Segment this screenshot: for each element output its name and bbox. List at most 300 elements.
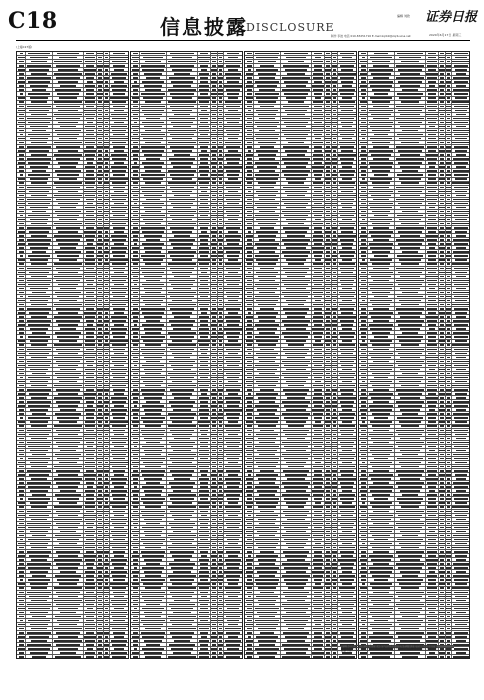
table-cell-text (60, 490, 77, 492)
table-cell-text (370, 543, 392, 545)
table-cell-text (60, 571, 77, 573)
table-cell-text (326, 535, 330, 537)
table-cell-text (287, 397, 305, 399)
table-cell-text (440, 195, 445, 197)
table-cell-text (228, 543, 238, 545)
table-cell-text (455, 381, 467, 383)
table-cell-text (105, 620, 109, 622)
table-cell-text (440, 579, 444, 581)
table-cell-text (55, 454, 81, 456)
table-cell-text (333, 583, 337, 585)
table-cell-text (326, 466, 330, 468)
table-cell-text (325, 259, 330, 261)
table-cell-text (340, 539, 353, 541)
table-cell-text (211, 93, 217, 95)
table-cell-text (114, 636, 124, 638)
table-cell-text (401, 506, 419, 508)
table-cell-text (398, 162, 423, 164)
table-cell-text (132, 555, 139, 557)
table-cell-text (113, 389, 125, 391)
table-cell-text (332, 446, 336, 448)
table-cell-text (373, 320, 390, 322)
table-cell-text (86, 498, 93, 500)
table-cell-text (56, 158, 81, 160)
table-cell-text (200, 632, 208, 634)
table-cell-text (133, 235, 139, 237)
table-cell-text (30, 531, 48, 533)
table-cell-text (170, 187, 195, 189)
table-cell-text (219, 462, 222, 464)
table-cell-text (332, 527, 336, 529)
table-cell-text (141, 255, 165, 257)
table-cell-text (361, 575, 367, 577)
table-cell-text (219, 466, 222, 468)
table-cell-text (374, 93, 388, 95)
table-cell-text (104, 170, 109, 172)
table-cell-text (212, 130, 216, 132)
table-cell-text (59, 300, 77, 302)
table-cell-text (87, 608, 94, 610)
table-cell-text (247, 498, 251, 500)
table-cell-text (141, 511, 166, 513)
table-cell-text (85, 101, 94, 103)
table-cell-text (199, 413, 208, 415)
table-cell-text (104, 227, 108, 229)
table-cell-text (105, 353, 108, 355)
table-cell-text (246, 381, 253, 383)
table-cell-text (361, 146, 366, 148)
table-cell-text (172, 191, 193, 193)
table-cell-text (314, 579, 322, 581)
table-cell-text (32, 616, 46, 618)
table-cell-text (212, 332, 216, 334)
table-cell-text (339, 506, 355, 508)
table-cell-text (146, 644, 160, 646)
table-cell-text (85, 397, 95, 399)
table-cell-text (373, 77, 390, 79)
table-cell-text (259, 604, 274, 606)
table-cell-text (212, 413, 216, 415)
table-cell-text (143, 300, 163, 302)
table-cell-text (332, 361, 337, 363)
table-cell-text (199, 547, 209, 549)
table-cell-text (440, 640, 445, 642)
table-cell-text (315, 340, 322, 342)
table-cell-text (340, 482, 355, 484)
table-cell-text (145, 101, 162, 103)
table-cell-text (212, 300, 217, 302)
table-cell-text (54, 519, 83, 521)
table-cell-text (455, 434, 467, 436)
table-cell-text (105, 259, 108, 261)
table-cell-text (170, 65, 195, 67)
table-cell-text (439, 462, 444, 464)
table-cell-text (212, 583, 217, 585)
table-cell-text (19, 587, 24, 589)
table-cell-text (427, 482, 437, 484)
table-cell-text (439, 207, 444, 209)
table-cell-text (284, 377, 309, 379)
table-cell-text (104, 239, 108, 241)
table-cell-text (400, 409, 421, 411)
table-cell-text (112, 361, 125, 363)
table-cell-text (211, 377, 217, 379)
table-cell-text (212, 114, 216, 116)
table-cell-text (132, 462, 138, 464)
table-cell-text (174, 640, 191, 642)
table-cell-text (226, 361, 240, 363)
table-cell-text (111, 478, 127, 480)
table-cell-text (31, 304, 46, 306)
table-cell-text (219, 409, 222, 411)
table-cell-text (402, 170, 419, 172)
table-cell-text (447, 292, 450, 294)
table-cell-text (133, 413, 138, 415)
table-cell-text (427, 251, 437, 253)
table-cell-text (372, 506, 391, 508)
table-cell-text (446, 511, 451, 513)
table-cell-text (105, 110, 108, 112)
table-cell-text (98, 555, 103, 557)
table-cell-text (54, 304, 81, 306)
table-cell-text (427, 551, 436, 553)
table-cell-text (283, 349, 309, 351)
table-cell-text (361, 555, 365, 557)
table-cell-text (361, 365, 365, 367)
table-cell-text (142, 434, 163, 436)
table-cell-text (446, 555, 450, 557)
table-cell-text (110, 57, 127, 59)
table-cell-text (111, 276, 127, 278)
table-cell-text (339, 332, 355, 334)
table-cell-text (361, 130, 367, 132)
table-cell-text (18, 162, 25, 164)
table-cell-text (56, 199, 81, 201)
table-cell-text (200, 523, 209, 525)
table-cell-text (286, 126, 305, 128)
table-cell-text (104, 470, 108, 472)
table-cell-text (19, 114, 24, 116)
table-cell-text (84, 515, 95, 517)
table-cell-text (340, 158, 355, 160)
table-cell-text (226, 604, 240, 606)
table-cell-text (439, 312, 445, 314)
table-cell-text (133, 280, 138, 282)
table-cell-text (200, 417, 208, 419)
table-cell-text (201, 596, 208, 598)
table-cell-text (342, 219, 353, 221)
table-cell-text (198, 138, 209, 140)
table-cell-text (105, 543, 108, 545)
table-cell-text (446, 81, 450, 83)
table-cell-text (97, 511, 103, 513)
table-cell-text (212, 430, 215, 432)
table-cell-text (134, 243, 138, 245)
table-cell-text (170, 539, 193, 541)
table-cell-text (372, 454, 390, 456)
table-cell-text (168, 223, 197, 225)
table-cell-text (260, 511, 274, 513)
table-cell-text (58, 648, 79, 650)
table-cell-text (401, 263, 419, 265)
table-cell-text (283, 592, 309, 594)
table-cell-text (360, 182, 366, 184)
table-cell-text (132, 531, 138, 533)
table-cell-text (326, 458, 329, 460)
table-cell-text (332, 284, 336, 286)
table-cell-text (212, 442, 216, 444)
table-cell-text (112, 199, 125, 201)
table-cell-text (399, 138, 421, 140)
table-cell-text (333, 272, 337, 274)
table-cell-text (105, 255, 109, 257)
table-cell-text (440, 357, 445, 359)
table-cell-text (105, 215, 109, 217)
table-cell-text (168, 373, 195, 375)
table-cell-text (314, 458, 322, 460)
table-cell-text (259, 373, 276, 375)
table-cell-text (219, 397, 222, 399)
table-cell-text (427, 142, 438, 144)
table-cell-text (211, 417, 217, 419)
table-cell-text (58, 596, 77, 598)
table-cell-text (86, 239, 94, 241)
table-cell-text (218, 523, 223, 525)
table-cell-text (314, 268, 323, 270)
table-cell-text (282, 535, 311, 537)
table-cell-text (246, 247, 252, 249)
table-cell-text (58, 446, 79, 448)
table-cell-text (32, 494, 46, 496)
table-cell-text (256, 312, 278, 314)
table-cell-text (360, 195, 366, 197)
table-cell-text (398, 284, 423, 286)
table-cell-text (429, 207, 436, 209)
table-cell-text (427, 389, 436, 391)
table-cell-text (201, 312, 208, 314)
table-cell-text (169, 199, 195, 201)
table-cell-text (284, 296, 309, 298)
table-cell-text (446, 486, 450, 488)
table-cell-text (428, 543, 435, 545)
table-cell-text (247, 454, 252, 456)
table-cell-text (360, 385, 366, 387)
table-cell-text (247, 61, 253, 63)
table-cell-text (146, 320, 160, 322)
table-cell-text (396, 65, 423, 67)
table-cell-text (219, 142, 222, 144)
table-cell-text (361, 174, 366, 176)
table-cell-text (141, 146, 166, 148)
table-cell-text (360, 166, 367, 168)
table-cell-text (218, 174, 222, 176)
table-cell-text (396, 632, 423, 634)
table-cell-text (97, 106, 103, 108)
table-cell-text (396, 308, 423, 310)
table-cell-text (32, 413, 46, 415)
table-cell-text (333, 211, 336, 213)
table-cell-text (284, 608, 307, 610)
table-cell-text (361, 563, 366, 565)
table-cell-text (326, 142, 330, 144)
table-cell-text (456, 235, 466, 237)
table-cell-text (170, 592, 195, 594)
table-cell-text (440, 263, 445, 265)
table-cell-text (142, 353, 163, 355)
table-cell-text (27, 146, 51, 148)
table-cell-text (246, 97, 253, 99)
table-cell-text (313, 114, 324, 116)
table-cell-text (326, 575, 330, 577)
table-cell-text (339, 211, 355, 213)
table-cell-text (85, 219, 96, 221)
table-cell-text (98, 191, 103, 193)
table-cell-text (312, 652, 323, 654)
table-cell-text (32, 89, 46, 91)
table-cell-text (98, 401, 101, 403)
table-cell-text (133, 154, 139, 156)
table-cell-text (199, 571, 210, 573)
table-cell-text (333, 373, 336, 375)
table-cell-text (447, 454, 450, 456)
table-cell-text (326, 373, 330, 375)
table-cell-text (105, 231, 108, 233)
table-cell-text (98, 292, 102, 294)
table-cell-text (325, 178, 330, 180)
table-cell-text (283, 632, 309, 634)
table-cell-text (333, 454, 336, 456)
table-cell-text (226, 494, 241, 496)
table-cell-text (54, 73, 83, 75)
table-cell-text (256, 434, 278, 436)
table-cell-text (360, 628, 366, 630)
table-cell-text (429, 288, 436, 290)
table-cell-text (360, 531, 367, 533)
table-cell-text (19, 251, 24, 253)
table-cell-text (112, 628, 127, 630)
table-cell-text (199, 304, 209, 306)
table-cell-text (105, 624, 108, 626)
table-cell-text (219, 97, 222, 99)
table-cell-text (447, 251, 450, 253)
table-cell-text (132, 219, 138, 221)
table-cell-text (454, 284, 467, 286)
table-cell-text (105, 462, 108, 464)
table-cell-text (428, 421, 435, 423)
table-cell-text (104, 320, 108, 322)
table-cell-text (133, 466, 138, 468)
table-cell-text (200, 604, 209, 606)
table-cell-text (105, 365, 109, 367)
table-cell-text (369, 405, 394, 407)
table-cell-text (27, 268, 51, 270)
table-cell-text (212, 450, 217, 452)
table-cell-text (212, 178, 217, 180)
table-cell-text (342, 259, 353, 261)
table-cell-text (256, 421, 277, 423)
table-cell-text (112, 211, 126, 213)
table-cell-text (333, 312, 337, 314)
table-cell-text (454, 349, 469, 351)
table-cell-text (105, 195, 108, 197)
table-cell-text (247, 211, 252, 213)
table-cell-text (31, 640, 48, 642)
table-cell-text (255, 417, 280, 419)
table-cell-text (361, 158, 366, 160)
table-cell-text (326, 344, 330, 346)
table-cell-text (341, 191, 353, 193)
table-cell-text (313, 304, 323, 306)
table-cell-text (224, 490, 241, 492)
table-cell-text (326, 53, 329, 55)
table-cell-text (259, 644, 274, 646)
table-cell-text (256, 57, 277, 59)
table-cell-text (326, 239, 330, 241)
table-cell-text (372, 656, 390, 658)
table-cell-text (247, 106, 252, 108)
table-cell-text (104, 61, 109, 63)
table-cell-text (439, 474, 445, 476)
table-cell-text (398, 446, 423, 448)
table-cell-text (172, 312, 193, 314)
table-cell-text (401, 628, 419, 630)
table-cell-text (287, 640, 305, 642)
table-cell-text (98, 231, 103, 233)
table-cell-text (172, 110, 193, 112)
table-cell-text (342, 421, 353, 423)
table-cell-text (314, 122, 322, 124)
table-cell-text (369, 324, 394, 326)
table-cell-text (326, 409, 331, 411)
table-cell-text (341, 110, 353, 112)
table-cell-text (428, 300, 435, 302)
table-cell-text (371, 397, 391, 399)
table-cell-text (373, 146, 388, 148)
table-cell-text (105, 381, 108, 383)
table-cell-text (287, 154, 305, 156)
table-cell-text (58, 567, 79, 569)
table-cell-text (428, 243, 436, 245)
table-cell-text (97, 405, 102, 407)
table-cell-text (28, 203, 49, 205)
table-cell-text (314, 636, 321, 638)
table-cell-text (398, 203, 423, 205)
table-cell-text (360, 466, 366, 468)
table-cell-text (59, 624, 77, 626)
table-cell-text (332, 539, 336, 541)
table-cell-text (104, 263, 109, 265)
table-cell-text (440, 235, 445, 237)
table-cell-text (427, 146, 436, 148)
table-cell-text (255, 377, 280, 379)
table-cell-text (400, 559, 419, 561)
table-cell-text (454, 365, 467, 367)
table-cell-text (201, 393, 208, 395)
table-cell-text (144, 571, 163, 573)
table-cell-text (315, 219, 322, 221)
table-cell-text (132, 583, 138, 585)
table-cell-text (314, 515, 321, 517)
table-cell-text (114, 324, 125, 326)
table-cell-text (439, 178, 444, 180)
table-cell-text (212, 340, 217, 342)
table-cell-text (247, 263, 253, 265)
table-cell-text (440, 332, 444, 334)
table-cell-text (440, 632, 444, 634)
table-cell-text (428, 474, 436, 476)
table-cell-text (313, 559, 324, 561)
table-cell-text (133, 182, 138, 184)
